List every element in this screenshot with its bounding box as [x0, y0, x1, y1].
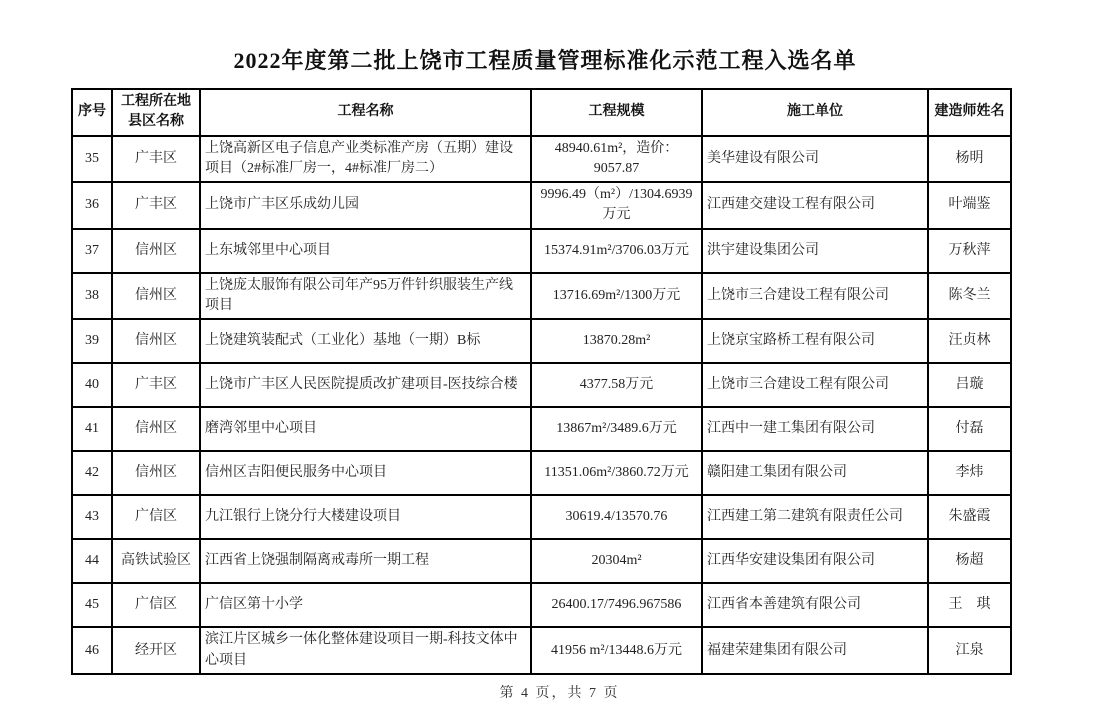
projects-table — [71, 88, 1012, 675]
cell-scale: 48940.61m²，造价：9057.87 — [531, 136, 702, 183]
cell-name: 上饶市广丰区乐成幼儿园 — [200, 182, 531, 229]
cell-company: 江西中一建工集团有限公司 — [702, 407, 928, 451]
cell-district: 信州区 — [112, 407, 200, 451]
cell-builder: 汪贞林 — [928, 319, 1011, 363]
cell-serial: 38 — [72, 273, 112, 320]
header-company: 施工单位 — [702, 89, 928, 136]
cell-company: 江西华安建设集团有限公司 — [702, 539, 928, 583]
cell-name: 磨湾邻里中心项目 — [200, 407, 531, 451]
cell-name: 江西省上饶强制隔离戒毒所一期工程 — [200, 539, 531, 583]
cell-builder: 万秋萍 — [928, 229, 1011, 273]
cell-district: 广信区 — [112, 583, 200, 627]
cell-name: 信州区吉阳便民服务中心项目 — [200, 451, 531, 495]
cell-builder: 江泉 — [928, 627, 1011, 674]
table-row — [72, 182, 1011, 229]
cell-company: 福建荣建集团有限公司 — [702, 627, 928, 674]
cell-scale: 9996.49（m²）/1304.6939万元 — [531, 182, 702, 229]
cell-district: 广丰区 — [112, 363, 200, 407]
cell-builder: 杨超 — [928, 539, 1011, 583]
table-header — [72, 89, 1011, 136]
cell-district: 广信区 — [112, 495, 200, 539]
cell-serial: 44 — [72, 539, 112, 583]
cell-company: 上饶市三合建设工程有限公司 — [702, 363, 928, 407]
cell-name: 上饶市广丰区人民医院提质改扩建项目-医技综合楼 — [200, 363, 531, 407]
cell-scale: 30619.4/13570.76 — [531, 495, 702, 539]
table-row — [72, 319, 1011, 363]
cell-name: 滨江片区城乡一体化整体建设项目一期-科技文体中心项目 — [200, 627, 531, 674]
table-row — [72, 407, 1011, 451]
cell-scale: 20304m² — [531, 539, 702, 583]
header-builder: 建造师姓名 — [928, 89, 1011, 136]
cell-company: 江西省本善建筑有限公司 — [702, 583, 928, 627]
header-row — [72, 89, 1011, 136]
cell-builder: 王 琪 — [928, 583, 1011, 627]
cell-serial: 35 — [72, 136, 112, 183]
cell-builder: 李炜 — [928, 451, 1011, 495]
cell-district: 经开区 — [112, 627, 200, 674]
cell-scale: 26400.17/7496.967586 — [531, 583, 702, 627]
cell-name: 广信区第十小学 — [200, 583, 531, 627]
cell-serial: 37 — [72, 229, 112, 273]
cell-company: 美华建设有限公司 — [702, 136, 928, 183]
cell-company: 江西建工第二建筑有限责任公司 — [702, 495, 928, 539]
cell-district: 信州区 — [112, 229, 200, 273]
cell-serial: 39 — [72, 319, 112, 363]
cell-scale: 11351.06m²/3860.72万元 — [531, 451, 702, 495]
cell-builder: 叶端鉴 — [928, 182, 1011, 229]
table-row — [72, 495, 1011, 539]
cell-company: 上饶京宝路桥工程有限公司 — [702, 319, 928, 363]
cell-builder: 陈冬兰 — [928, 273, 1011, 320]
table-row — [72, 583, 1011, 627]
cell-scale: 13716.69m²/1300万元 — [531, 273, 702, 320]
table-row — [72, 229, 1011, 273]
header-district: 工程所在地县区名称 — [112, 89, 200, 136]
cell-district: 信州区 — [112, 319, 200, 363]
cell-serial: 43 — [72, 495, 112, 539]
cell-name: 上东城邻里中心项目 — [200, 229, 531, 273]
cell-company: 赣阳建工集团有限公司 — [702, 451, 928, 495]
table-row — [72, 627, 1011, 674]
cell-serial: 42 — [72, 451, 112, 495]
cell-name: 上饶建筑装配式（工业化）基地（一期）B标 — [200, 319, 531, 363]
cell-district: 信州区 — [112, 451, 200, 495]
table-row — [72, 451, 1011, 495]
cell-district: 广丰区 — [112, 182, 200, 229]
cell-name: 上饶高新区电子信息产业类标准产房（五期）建设项目（2#标准厂房一，4#标准厂房二） — [200, 136, 531, 183]
page-number: 第 4 页，共 7 页 — [499, 686, 620, 701]
cell-name: 上饶庞太服饰有限公司年产95万件针织服装生产线项目 — [200, 273, 531, 320]
table-row — [72, 363, 1011, 407]
cell-builder: 朱盛霞 — [928, 495, 1011, 539]
cell-company: 洪宇建设集团公司 — [702, 229, 928, 273]
cell-serial: 40 — [72, 363, 112, 407]
cell-scale: 41956 m²/13448.6万元 — [531, 627, 702, 674]
cell-scale: 4377.58万元 — [531, 363, 702, 407]
cell-builder: 杨明 — [928, 136, 1011, 183]
cell-district: 高铁试验区 — [112, 539, 200, 583]
cell-serial: 36 — [72, 182, 112, 229]
header-serial: 序号 — [72, 89, 112, 136]
cell-builder: 付磊 — [928, 407, 1011, 451]
cell-company: 上饶市三合建设工程有限公司 — [702, 273, 928, 320]
page-title: 2022年度第二批上饶市工程质量管理标准化示范工程入选名单 — [233, 48, 857, 73]
header-name: 工程名称 — [200, 89, 531, 136]
cell-district: 广丰区 — [112, 136, 200, 183]
table-row — [72, 539, 1011, 583]
cell-scale: 13870.28m² — [531, 319, 702, 363]
cell-serial: 46 — [72, 627, 112, 674]
cell-serial: 41 — [72, 407, 112, 451]
cell-builder: 吕璇 — [928, 363, 1011, 407]
cell-company: 江西建交建设工程有限公司 — [702, 182, 928, 229]
cell-serial: 45 — [72, 583, 112, 627]
table-row — [72, 136, 1011, 183]
header-scale: 工程规模 — [531, 89, 702, 136]
cell-scale: 13867m²/3489.6万元 — [531, 407, 702, 451]
table-row — [72, 273, 1011, 320]
cell-district: 信州区 — [112, 273, 200, 320]
table-body — [72, 136, 1011, 674]
cell-name: 九江银行上饶分行大楼建设项目 — [200, 495, 531, 539]
cell-scale: 15374.91m²/3706.03万元 — [531, 229, 702, 273]
